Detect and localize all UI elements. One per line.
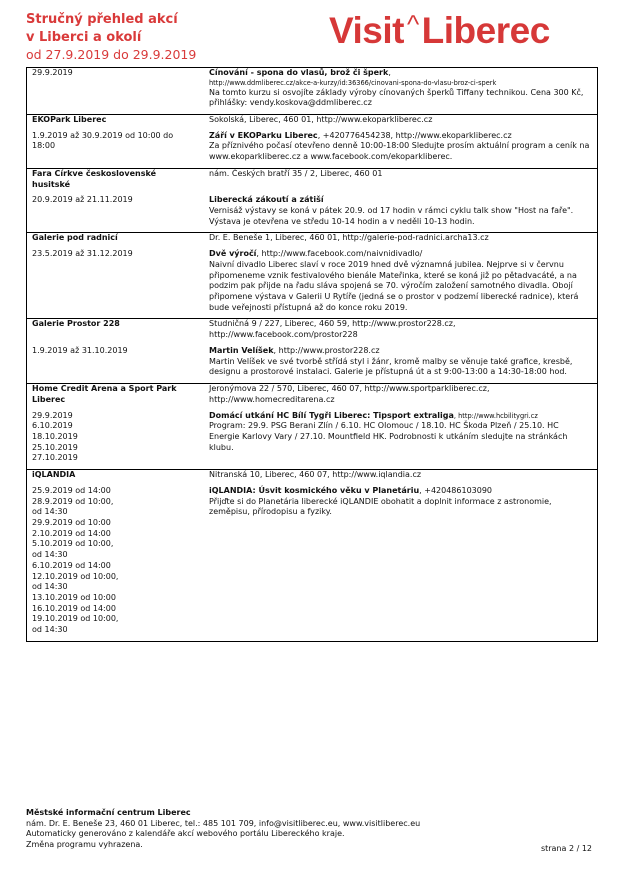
event-title-line	[209, 68, 591, 79]
venue-address: Dr. E. Beneše 1, Liberec, 460 01, http://galerie-pod-radnici.archa13.cz	[209, 233, 489, 243]
event-date: od 14:30	[32, 625, 68, 635]
event-date: 6.10.2019 od 14:00	[32, 560, 111, 570]
venue-name: Fara Církve československé husitské	[32, 168, 156, 189]
row-gap	[27, 163, 597, 168]
event-date: 20.9.2019 až 21.11.2019	[32, 195, 133, 205]
event-description: Vernisáž výstavy se koná v pátek 20.9. od 17 hodin v rámci cyklu talk show "Host na faře". Výstava je otevřena ve středu 10-14 hodin a v neděli 10-13 hodin.	[209, 206, 574, 226]
row-gap	[27, 109, 597, 114]
event-detail	[200, 249, 597, 313]
event-detail	[200, 346, 597, 378]
event-dates	[27, 131, 200, 163]
event-date: 6.10.2019	[32, 421, 73, 431]
venue-header	[27, 169, 597, 190]
venue-header	[27, 319, 597, 340]
venue-header	[27, 470, 597, 481]
event-contact: ,	[388, 68, 391, 77]
event-row	[27, 411, 597, 465]
footer-note: Automaticky generováno z kalendáře akcí webového portálu Libereckého kraje.	[26, 829, 345, 839]
venue-name: EKOPark Liberec	[32, 114, 107, 124]
events-table	[26, 67, 598, 642]
visit-liberec-logo: Visit ^Liberec	[329, 9, 550, 51]
event-title: Cínování - spona do vlasů, brož či šperk	[209, 68, 389, 77]
event-title-line	[209, 131, 591, 142]
venue-name: Galerie Prostor 228	[32, 319, 120, 329]
venue-block	[26, 115, 598, 169]
event-dates	[27, 411, 200, 465]
event-detail	[200, 68, 597, 109]
event-title-line	[209, 195, 591, 206]
row-gap	[27, 378, 597, 383]
venue-header	[27, 384, 597, 405]
row-gap	[27, 227, 597, 232]
row-gap	[27, 464, 597, 469]
event-url: http://www.ddmliberec.cz/akce-a-kurzy/id:36366/cinovani-spona-do-vlasu-broz-ci-sperk	[209, 78, 497, 87]
event-row	[27, 249, 597, 313]
venue-address: Sokolská, Liberec, 460 01, http://www.ekoparkliberec.cz	[209, 114, 433, 124]
event-description: Naivní divadlo Liberec slaví v roce 2019 hned dvě významná jubilea. Nejprve si v červnu připomeneme vznik festivalového bienále Mateřinka, které se koná již po pětadvacáté, a na podzim pak přijde na řadu sláva spojená se 70. výročím založení samotného divadla. Obojí připomene výstava v Galerii U Rytíře (jedná se o prostor v podzemí liberecké radnice), která bude veřejnosti přístupná až do konce roku 2019.	[209, 259, 579, 312]
event-date: 29.9.2019 od 10:00	[32, 517, 111, 527]
event-date: 25.9.2019 od 14:00	[32, 485, 111, 495]
event-date: 16.10.2019 od 14:00	[32, 603, 116, 613]
event-date: 19.10.2019 od 10:00,	[32, 614, 119, 624]
event-date: 1.9.2019 až 30.9.2019 od 10:00 do 18:00	[32, 130, 174, 151]
event-row	[27, 346, 597, 378]
venue-address: nám. Českých bratří 35 / 2, Liberec, 460 01	[209, 168, 383, 178]
row-gap	[27, 313, 597, 318]
event-contact: , http://www.facebook.com/naivnidivadlo/	[256, 249, 423, 259]
event-description: Martin Velíšek ve své tvorbě střídá styl i žánr, kromě malby se věnuje také grafice, kresbě, designu a prostorové instalaci. Galerie je přístupná út a st 9:00-13:00 a 14:30-18:00 hod.	[209, 356, 573, 377]
event-title: iQLANDIA: Úsvit kosmického věku v Planetáriu	[209, 485, 420, 495]
venue-name: iQLANDIA	[32, 470, 76, 480]
event-description: Přijďte si do Planetária liberecké iQLANDIE obohatit a doplnit informace z astronomie, zeměpisu, přírodopisu a fyziky.	[209, 496, 552, 517]
venue-block	[26, 169, 598, 234]
event-description: Na tomto kurzu si osvojíte základy výroby cínovaných šperků Tiffany technikou. Cena 300 Kč, přihlášky: vendy.koskova@ddmliberec.cz	[209, 87, 584, 108]
venue-block	[26, 319, 598, 384]
document-title: Stručný přehled akcí v Liberci a okolí	[26, 12, 178, 45]
event-title: Září v EKOParku Liberec	[209, 130, 318, 140]
event-title: Dvě výročí	[209, 249, 257, 259]
page-number: strana 2 / 12	[540, 844, 592, 853]
event-dates	[27, 346, 200, 378]
event-dates	[27, 195, 200, 227]
event-date: 23.5.2019 až 31.12.2019	[32, 249, 133, 259]
event-title-line	[209, 249, 591, 260]
event-contact: , http://www.prostor228.cz	[273, 345, 380, 355]
venue-address: Studničná 9 / 227, Liberec, 460 59, http://www.prostor228.cz, http://www.facebook.com/prostor228	[209, 319, 456, 340]
event-detail	[200, 195, 597, 227]
event-date: 18.10.2019	[32, 431, 78, 441]
event-dates	[27, 249, 200, 313]
event-title-line	[209, 346, 591, 357]
event-contact: , +420486103090	[419, 485, 493, 495]
event-date: 5.10.2019 od 10:00,	[32, 539, 114, 549]
event-dates	[27, 486, 200, 636]
event-date: 25.10.2019	[32, 442, 78, 452]
venue-header	[27, 233, 597, 244]
event-title-line	[209, 486, 591, 497]
event-contact: , http://www.hcbilitygri.cz	[453, 411, 538, 420]
event-date: 28.9.2019 od 10:00,	[32, 496, 114, 506]
event-date: 12.10.2019 od 10:00,	[32, 571, 119, 581]
venue-address: Nitranská 10, Liberec, 460 07, http://www.iqlandia.cz	[209, 470, 422, 480]
event-detail	[200, 486, 597, 636]
event-description: Za příznivého počasí otevřeno denně 10:00-18:00 Sledujte prosím aktuální program a ceník na www.ekoparkliberec.cz a www.facebook.com/ekoparkliberec.	[209, 141, 590, 162]
event-row	[27, 131, 597, 163]
event-row	[27, 486, 597, 636]
event-date: 1.9.2019 až 31.10.2019	[32, 345, 128, 355]
footer-address: nám. Dr. E. Beneše 23, 460 01 Liberec, tel.: 485 101 709, info@visitliberec.eu, www.visitliberec.eu	[26, 818, 421, 828]
event-date: 13.10.2019 od 10:00	[32, 593, 116, 603]
event-title-line	[209, 411, 591, 422]
event-date: od 14:30	[32, 507, 68, 517]
event-title: Liberecká zákoutí a zátiší	[209, 195, 324, 205]
page-header	[0, 0, 621, 70]
venue-address: Jeronýmova 22 / 570, Liberec, 460 07, http://www.sportparkliberec.cz, http://www.homecreditarena.cz	[209, 384, 490, 404]
row-gap	[27, 636, 597, 641]
event-date: od 14:30	[32, 550, 68, 560]
footer-note: Změna programu vyhrazena.	[26, 840, 143, 850]
event-row	[27, 68, 597, 109]
event-description: Program: 29.9. PSG Berani Zlín / 6.10. HC Olomouc / 18.10. HC Škoda Plzeň / 25.10. HC Energie Karlovy Vary / 27.10. Mountfield HK. Podrobnosti k utkáním sledujte na stránkách klubu.	[209, 421, 568, 452]
event-date: 29.9.2019	[32, 68, 73, 77]
venue-header	[27, 115, 597, 126]
date-range: od 27.9.2019 do 29.9.2019	[26, 47, 197, 62]
event-row	[27, 195, 597, 227]
venue-name: Galerie pod radnicí	[32, 233, 118, 243]
event-title: Martin Velíšek	[209, 345, 274, 355]
venue-block	[26, 68, 598, 115]
event-date: od 14:30	[32, 582, 68, 592]
page-footer	[26, 808, 598, 851]
event-date: 2.10.2019 od 14:00	[32, 528, 111, 538]
event-date: 27.10.2019	[32, 453, 78, 463]
venue-name: Home Credit Arena a Sport Park Liberec	[32, 384, 177, 404]
event-detail	[200, 131, 597, 163]
event-contact: , +420776454238, http://www.ekoparkliberec.cz	[317, 130, 512, 140]
event-detail	[200, 411, 597, 465]
venue-block	[26, 233, 598, 319]
event-date: 29.9.2019	[32, 410, 73, 420]
footer-org: Městské informační centrum Liberec	[26, 808, 191, 817]
venue-block	[26, 384, 598, 470]
event-title: Domácí utkání HC Bílí Tygři Liberec: Tipsport extraliga	[209, 410, 454, 420]
venue-block	[26, 470, 598, 642]
event-dates	[27, 68, 200, 109]
